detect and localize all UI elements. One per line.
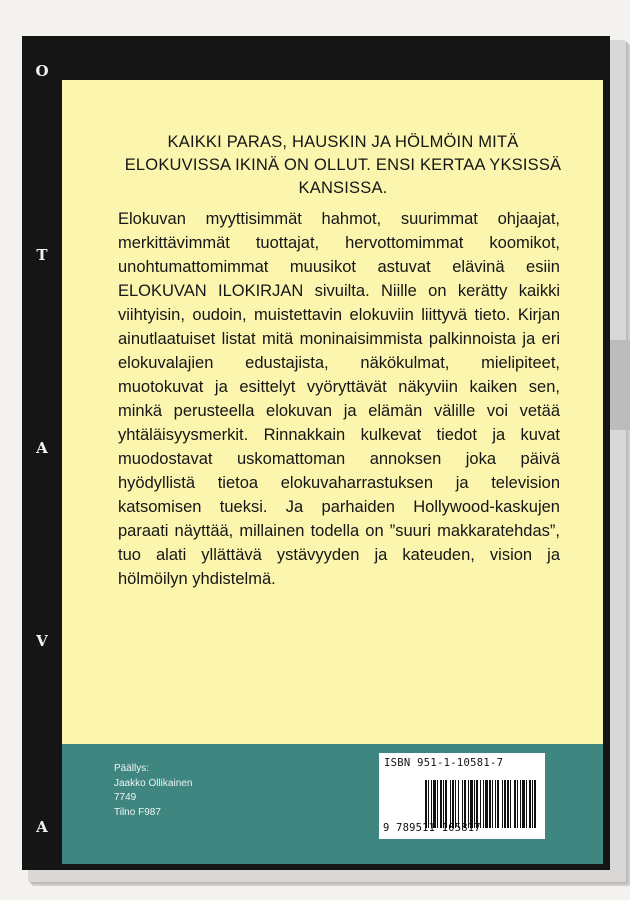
credits-code-1: 7749: [114, 792, 137, 803]
credits-label: Päällys:: [114, 763, 150, 774]
credits-code-2: Tilno F987: [114, 806, 161, 818]
spine-letter-t: T: [36, 246, 48, 264]
spine-letter-a-2: A: [36, 818, 48, 836]
cover-credits: [114, 762, 192, 820]
isbn-box: [379, 753, 545, 839]
spine-letter-v: V: [36, 632, 48, 650]
barcode-digits: 9 789511 105817: [383, 822, 481, 834]
barcode-icon: [425, 780, 539, 828]
blurb-body: Elokuvan myyttisimmät hahmot, suurimmat ohjaajat, merkittävimmät tuottajat, hervottomimmat koomikot, unohtumattomimmat muusikot astuvat elävinä esiin ELOKUVAN ILOKIRJAN sivuilta. Niille on kerätty kaikki viihtyisin, oudoin, muistettavin elokuviin liittyvä tieto. Kirjan ainutlaatuiset listat mitä moninaisimmista palkinnoista ja eri elokuvalajien edustajista, näkökulmat, mielipiteet, muotokuvat ja esittelyt vyöryttävät näkyviin kaiken sen, minkä perusteella elokuvan ja elämän välille voi vetää yhtäläisyysmerkit. Rinnakkain kulkevat tiedot ja kuvat muodostavat uskomattoman annoksen joka päivä hyödyllistä tietoa elokuvaharrastuksen ja television katsomisen tueksi. Ja parhaiden Hollywood-kaskujen paraati näyttää, millainen todella on ”suuri makkaratehdas”, tuo alati yllättävä ystävyyden ja kateuden, vision ja hölmöilyn yhdistelmä.: [118, 210, 560, 588]
blurb-heading: KAIKKI PARAS, HAUSKIN JA HÖLMÖIN MITÄ ELOKUVISSA IKINÄ ON OLLUT. ENSI KERTAA YKSISSÄ KANSISSA.: [124, 133, 562, 197]
spine-letter-a: A: [36, 439, 48, 457]
credits-designer: Jaakko Ollikainen: [114, 777, 193, 789]
spine-letter-o: O: [35, 62, 49, 80]
isbn-number: ISBN 951-1-10581-7: [384, 757, 504, 769]
